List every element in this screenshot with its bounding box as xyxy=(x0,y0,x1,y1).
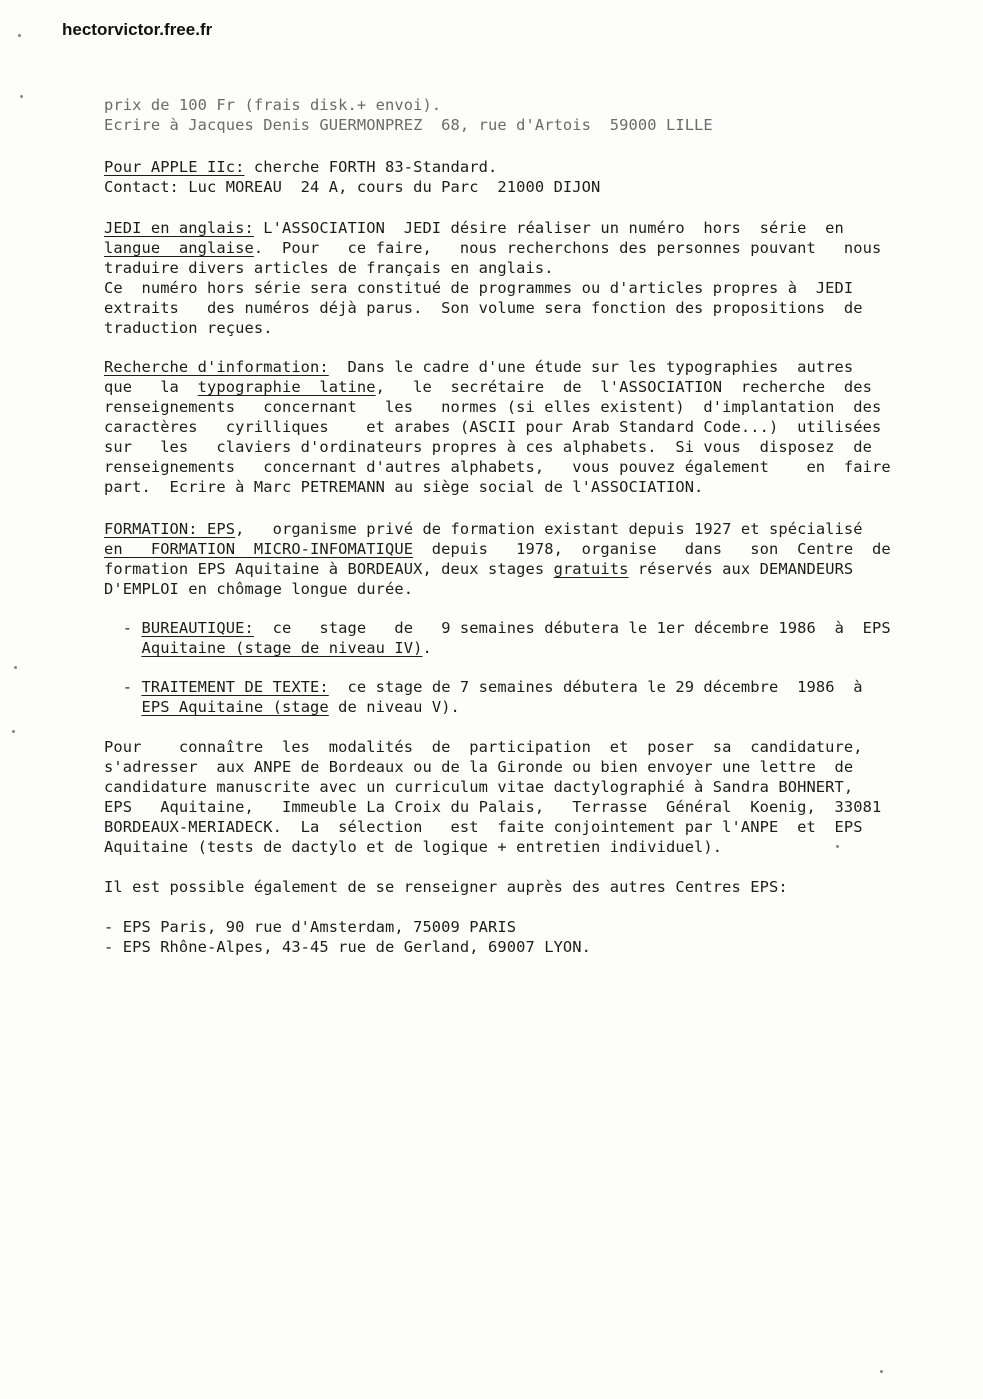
text-segment: réservés aux DEMANDEURS xyxy=(628,560,854,578)
text-line xyxy=(104,278,904,298)
text-segment xyxy=(104,698,141,716)
text-segment: formation EPS Aquitaine à BORDEAUX, deux stages xyxy=(104,560,554,578)
text-line xyxy=(104,115,904,135)
text-segment: BORDEAUX-MERIADECK. La sélection est faite conjointement par l'ANPE et EPS xyxy=(104,818,863,836)
text-segment: ce stage de 7 semaines débutera le 29 décembre 1986 à xyxy=(328,678,863,696)
text-segment: EPS Aquitaine, Immeuble La Croix du Palais, Terrasse Général Koenig, 33081 xyxy=(104,798,882,816)
text-segment: Ecrire à Jacques Denis GUERMONPREZ 68, rue d'Artois 59000 LILLE xyxy=(104,116,713,134)
underlined-text: Pour APPLE IIc: xyxy=(104,158,245,176)
text-segment: extraits des numéros déjà parus. Son volume sera fonction des propositions de xyxy=(104,299,863,317)
text-segment: Il est possible également de se renseigner auprès des autres Centres EPS: xyxy=(104,878,788,896)
text-line xyxy=(104,937,904,957)
text-line xyxy=(104,437,904,457)
text-line xyxy=(104,417,904,437)
text-line xyxy=(104,737,904,757)
text-segment: cherche FORTH 83-Standard. xyxy=(244,158,498,176)
underlined-text: JEDI en anglais: xyxy=(104,219,254,237)
text-line xyxy=(104,95,904,115)
text-line xyxy=(104,238,904,258)
text-line xyxy=(104,877,904,897)
text-block-9 xyxy=(104,877,904,897)
text-line xyxy=(104,377,904,397)
underlined-text: Aquitaine (stage de niveau IV) xyxy=(141,639,423,657)
text-line xyxy=(104,797,904,817)
text-segment: - xyxy=(104,678,142,696)
text-line xyxy=(104,318,904,338)
text-line xyxy=(104,258,904,278)
text-segment: D'EMPLOI en chômage longue durée. xyxy=(104,580,414,598)
text-line xyxy=(104,559,904,579)
text-line xyxy=(104,638,904,658)
underlined-text: gratuits xyxy=(553,560,629,578)
text-line xyxy=(104,777,904,797)
text-segment: traduire divers articles de français en anglais. xyxy=(104,259,554,277)
text-line xyxy=(104,218,904,238)
text-line xyxy=(104,539,904,559)
text-segment: de niveau V). xyxy=(328,698,460,716)
text-line xyxy=(104,697,904,717)
text-block-6 xyxy=(104,618,904,658)
text-segment: Ce numéro hors série sera constitué de programmes ou d'articles propres à JEDI xyxy=(104,279,854,297)
text-segment: que la xyxy=(104,378,198,396)
underlined-text: typographie latine xyxy=(197,378,376,396)
text-segment: - EPS Paris, 90 rue d'Amsterdam, 75009 PARIS xyxy=(104,918,517,936)
scan-speck xyxy=(18,34,21,37)
text-line xyxy=(104,618,904,638)
underlined-text: en FORMATION MICRO-INFOMATIQUE xyxy=(104,540,414,558)
text-segment: Aquitaine (tests de dactylo et de logique + entretien individuel). xyxy=(104,838,723,856)
scan-speck xyxy=(12,730,15,733)
text-segment: - EPS Rhône-Alpes, 43-45 rue de Gerland, 69007 LYON. xyxy=(104,938,592,956)
underlined-text: BUREAUTIQUE: xyxy=(141,619,254,637)
text-line xyxy=(104,457,904,477)
text-line xyxy=(104,357,904,377)
text-segment: traduction reçues. xyxy=(104,319,273,337)
text-segment xyxy=(104,639,141,657)
text-block-7 xyxy=(104,677,904,717)
text-block-10 xyxy=(104,917,904,957)
text-block-3 xyxy=(104,218,904,338)
scan-speck xyxy=(836,845,839,848)
text-segment: Contact: Luc MOREAU 24 A, cours du Parc 21000 DIJON xyxy=(104,178,601,196)
underlined-text: Recherche d'information: xyxy=(104,358,329,376)
underlined-text: EPS Aquitaine (stage xyxy=(141,698,329,716)
text-block-2 xyxy=(104,157,904,197)
text-segment: L'ASSOCIATION JEDI désire réaliser un numéro hors série en xyxy=(253,219,844,237)
text-segment: candidature manuscrite avec un curriculum vitae dactylographié à Sandra BOHNERT, xyxy=(104,778,854,796)
text-line xyxy=(104,917,904,937)
site-header: hectorvictor.free.fr xyxy=(62,20,213,39)
text-line xyxy=(104,477,904,497)
scan-speck xyxy=(880,1370,883,1373)
scan-speck xyxy=(20,95,23,98)
text-segment: s'adresser aux ANPE de Bordeaux ou de la Gironde ou bien envoyer une lettre de xyxy=(104,758,854,776)
text-line xyxy=(104,837,904,857)
text-segment: depuis 1978, organise dans son Centre de xyxy=(413,540,891,558)
text-block-8 xyxy=(104,737,904,857)
text-segment: , organisme privé de formation existant depuis 1927 et spécialisé xyxy=(235,520,863,538)
text-segment: . Pour ce faire, nous recherchons des personnes pouvant nous xyxy=(253,239,882,257)
underlined-text: langue anglaise xyxy=(104,239,254,257)
text-line xyxy=(104,579,904,599)
text-line xyxy=(104,298,904,318)
text-line xyxy=(104,157,904,177)
text-line xyxy=(104,677,904,697)
text-line xyxy=(104,397,904,417)
underlined-text: TRAITEMENT DE TEXTE: xyxy=(141,678,329,696)
text-segment: ce stage de 9 semaines débutera le 1er décembre 1986 à EPS xyxy=(253,619,891,637)
text-line xyxy=(104,177,904,197)
text-segment: , le secrétaire de l'ASSOCIATION recherche des xyxy=(375,378,873,396)
text-segment: renseignements concernant les normes (si elles existent) d'implantation des xyxy=(104,398,882,416)
text-segment: Dans le cadre d'une étude sur les typographies autres xyxy=(328,358,854,376)
text-segment: sur les claviers d'ordinateurs propres à ces alphabets. Si vous disposez de xyxy=(104,438,873,456)
text-segment: prix de 100 Fr (frais disk.+ envoi). xyxy=(104,96,442,114)
text-block-5 xyxy=(104,519,904,599)
text-segment: renseignements concernant d'autres alphabets, vous pouvez également en faire xyxy=(104,458,891,476)
text-segment: Pour connaître les modalités de participation et poser sa candidature, xyxy=(104,738,863,756)
text-segment: part. Ecrire à Marc PETREMANN au siège social de l'ASSOCIATION. xyxy=(104,478,704,496)
text-line xyxy=(104,817,904,837)
scan-speck xyxy=(14,666,17,669)
text-segment: - xyxy=(104,619,142,637)
text-block-1 xyxy=(104,95,904,135)
text-segment: caractères cyrilliques et arabes (ASCII pour Arab Standard Code...) utilisées xyxy=(104,418,882,436)
text-block-4 xyxy=(104,357,904,497)
text-line xyxy=(104,519,904,539)
text-line xyxy=(104,757,904,777)
text-segment: . xyxy=(422,639,432,657)
underlined-text: FORMATION: EPS xyxy=(104,520,236,538)
